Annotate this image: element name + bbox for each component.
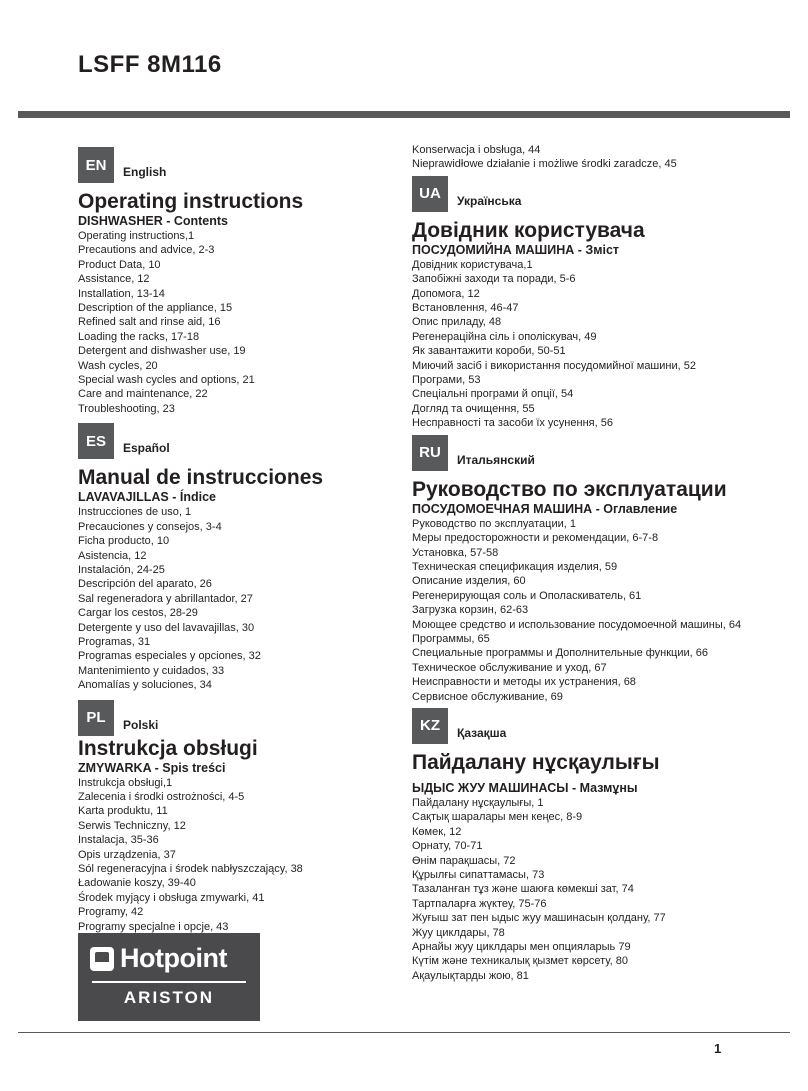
- contents-item: Sal regeneradora y abrillantador, 27: [78, 592, 253, 605]
- contents-item: Ładowanie koszy, 39-40: [78, 877, 196, 890]
- page-number: 1: [714, 1041, 722, 1056]
- contents-list-es: [78, 505, 388, 692]
- section-subtitle-en: DISHWASHER - Contents: [78, 214, 228, 228]
- model-title: LSFF 8M116: [78, 51, 222, 78]
- contents-item: Instrucciones de uso, 1: [78, 506, 192, 519]
- contents-item: Опис приладу, 48: [412, 316, 502, 329]
- contents-item: Меры предосторожности и рекомендации, 6-7-8: [412, 532, 659, 545]
- language-name-pl: Polski: [123, 717, 159, 732]
- contents-item: Description of the appliance, 15: [78, 302, 233, 315]
- hotpoint-ariston-logo: [78, 933, 260, 1021]
- language-header-ua: [412, 172, 804, 212]
- language-badge-en: EN: [78, 147, 114, 183]
- header-divider: [18, 111, 790, 118]
- logo-sub-text: ARISTON: [123, 988, 215, 1007]
- contents-item: Миючий засіб і використання посудомийної машини, 52: [412, 359, 696, 372]
- section-kz: [412, 704, 804, 983]
- contents-item: Programas, 31: [78, 635, 151, 648]
- section-subtitle-es: LAVAVAJILLAS - Índice: [78, 490, 216, 505]
- language-name-kz: Қазақша: [457, 725, 507, 740]
- contents-item: Operating instructions,1: [78, 230, 195, 242]
- contents-item: Sól regeneracyjna i środek nabłyszczający, 38: [78, 863, 303, 875]
- contents-item: Көмек, 12: [412, 825, 462, 838]
- contents-item: Несправності та засоби їх усунення, 56: [412, 417, 613, 430]
- contents-item: Встановлення, 46-47: [412, 302, 519, 315]
- contents-item: Описание изделия, 60: [412, 575, 526, 588]
- section-ru: [412, 431, 804, 704]
- contents-item: Тазаланған тұз және шаюға көмекші зат, 74: [412, 883, 634, 896]
- contents-item: Serwis Techniczny, 12: [78, 819, 186, 832]
- logo-brand-text: Hotpoint: [120, 943, 227, 973]
- section-subtitle-pl: ZMYWARKA - Spis treści: [78, 760, 226, 775]
- contents-list-pl: [78, 776, 388, 934]
- language-name-es: Español: [123, 441, 170, 456]
- contents-item: Detergente y uso del lavavajillas, 30: [78, 621, 255, 634]
- contents-item: Konserwacja i obsługa, 44: [412, 144, 541, 156]
- section-title-es: Manual de instrucciones: [78, 466, 324, 490]
- contents-item: Запобіжні заходи та поради, 5-6: [412, 273, 576, 286]
- contents-item: Precautions and advice, 2-3: [78, 244, 215, 257]
- contents-item: Специальные программы и Дополнительные функции, 66: [412, 647, 708, 660]
- contents-item: Установка, 57-58: [412, 546, 499, 559]
- contents-item: Як завантажити короби, 50-51: [412, 345, 566, 358]
- brand-mark-icon: [90, 947, 114, 971]
- language-badge-ua: UA: [412, 176, 448, 212]
- contents-item: Арнайы жуу циклдары мен опцияларыь 79: [412, 941, 631, 954]
- contents-item: Instalación, 24-25: [78, 563, 165, 576]
- contents-item: Assistance, 12: [78, 273, 150, 286]
- contents-list-pl-continued: [412, 143, 804, 172]
- contents-item: Жуғыш зат пен ыдыс жуу машинасын қолдану, 77: [412, 912, 666, 925]
- contents-item: Ficha producto, 10: [78, 535, 170, 548]
- contents-item: Күтім және техникалық қызмет көрсету, 80: [412, 955, 628, 968]
- section-title-ua: Довідник користувача: [412, 218, 645, 242]
- language-header-kz: [412, 704, 804, 744]
- contents-item: Wash cycles, 20: [78, 359, 158, 372]
- contents-item: Mantenimiento y cuidados, 33: [78, 664, 225, 677]
- contents-item: Instalacja, 35-36: [78, 834, 159, 847]
- contents-item: Programy, 42: [78, 906, 144, 919]
- language-header-ru: [412, 431, 804, 471]
- contents-item: Допомога, 12: [412, 287, 480, 300]
- language-header-pl: [78, 696, 388, 736]
- contents-item: Регенерирующая соль и Ополаскиватель, 61: [412, 589, 642, 602]
- contents-item: Техническая спецификация изделия, 59: [412, 560, 618, 573]
- contents-item: Программы, 65: [412, 632, 490, 645]
- contents-item: Сервисное обслуживание, 69: [412, 690, 563, 703]
- section-ua: [412, 172, 804, 431]
- section-title-pl: Instrukcja obsługi: [78, 736, 258, 760]
- section-en: [78, 143, 388, 416]
- section-title-en: Operating instructions: [78, 190, 304, 213]
- language-name-ru: Итальянский: [457, 452, 535, 467]
- logo-brand-row: [90, 943, 227, 974]
- contents-item: Довідник користувача,1: [412, 258, 533, 271]
- contents-item: Ақаулықтарды жою, 81: [412, 969, 529, 982]
- contents-item: Opis urządzenia, 37: [78, 848, 176, 861]
- contents-item: Special wash cycles and options, 21: [78, 374, 255, 387]
- contents-item: Регенераційна сіль і ополіскувач, 49: [412, 330, 597, 343]
- section-subtitle-ua: ПОСУДОМИЙНА МАШИНА - Зміст: [412, 242, 620, 257]
- footer-divider: [18, 1032, 790, 1033]
- contents-item: Пайдалану нұсқаулығы, 1: [412, 796, 544, 809]
- contents-item: Жуу циклдары, 78: [412, 926, 505, 939]
- contents-item: Руководство по эксплуатации, 1: [412, 517, 576, 530]
- contents-item: Środek myjący i obsługa zmywarki, 41: [78, 891, 265, 904]
- language-header-es: [78, 419, 388, 459]
- contents-item: Тартпаларға жүктеу, 75-76: [412, 897, 547, 910]
- contents-item: Құрылғы сипаттамасы, 73: [412, 869, 545, 881]
- contents-item: Програми, 53: [412, 374, 481, 387]
- contents-item: Programy specjalne i opcje, 43: [78, 920, 229, 933]
- logo-divider: [92, 981, 246, 983]
- section-subtitle-ru: ПОСУДОМОЕЧНАЯ МАШИНА - Оглавление: [412, 501, 678, 516]
- contents-item: Programas especiales y opciones, 32: [78, 650, 261, 663]
- contents-item: Орнату, 70-71: [412, 840, 483, 853]
- contents-item: Detergent and dishwasher use, 19: [78, 345, 246, 358]
- section-title-kz: Пайдалану нұсқаулығы: [412, 750, 660, 774]
- contents-item: Refined salt and rinse aid, 16: [78, 316, 221, 329]
- contents-list-en: [78, 229, 388, 416]
- contents-item: Спеціальні програми й опції, 54: [412, 388, 574, 401]
- contents-item: Installation, 13-14: [78, 287, 165, 300]
- contents-item: Cargar los cestos, 28-29: [78, 607, 198, 620]
- section-es: [78, 419, 388, 692]
- contents-item: Care and maintenance, 22: [78, 388, 208, 401]
- contents-item: Precauciones y consejos, 3-4: [78, 520, 222, 533]
- right-column: [412, 143, 804, 983]
- contents-item: Descripción del aparato, 26: [78, 578, 212, 591]
- language-badge-es: ES: [78, 423, 114, 459]
- contents-item: Troubleshooting, 23: [78, 402, 175, 415]
- language-badge-kz: KZ: [412, 708, 448, 744]
- contents-item: Nieprawidłowe działanie i możliwe środki zaradcze, 45: [412, 158, 677, 171]
- contents-item: Догляд та очищення, 55: [412, 402, 535, 415]
- contents-item: Karta produktu, 11: [78, 805, 168, 818]
- contents-item: Asistencia, 12: [78, 549, 147, 562]
- language-badge-ru: RU: [412, 435, 448, 471]
- contents-item: Моющее средство и использование посудомоечной машины, 64: [412, 618, 742, 631]
- contents-item: Сақтық шаралары мен кеңес, 8-9: [412, 811, 583, 824]
- contents-list-ru: [412, 517, 804, 704]
- contents-list-ua: [412, 258, 804, 431]
- contents-item: Product Data, 10: [78, 258, 161, 271]
- contents-item: Instrukcja obsługi,1: [78, 776, 173, 789]
- contents-item: Өнім парақшасы, 72: [412, 854, 516, 867]
- section-pl: [78, 696, 388, 934]
- language-header-en: [78, 143, 388, 183]
- contents-item: Loading the racks, 17-18: [78, 330, 200, 343]
- contents-item: Zalecenia i środki ostrożności, 4-5: [78, 790, 245, 803]
- contents-item: Неисправности и методы их устранения, 68: [412, 676, 636, 689]
- left-column: [78, 143, 388, 934]
- contents-item: Техническое обслуживание и уход, 67: [412, 661, 607, 674]
- contents-item: Загрузка корзин, 62-63: [412, 604, 529, 617]
- section-title-ru: Руководство по эксплуатации: [412, 477, 727, 501]
- section-subtitle-kz: ЫДЫС ЖУУ МАШИНАСЫ - Мазмұны: [412, 780, 638, 795]
- contents-item: Anomalías y soluciones, 34: [78, 679, 212, 692]
- language-name-ua: Українська: [457, 193, 522, 208]
- language-badge-pl: PL: [78, 700, 114, 736]
- language-name-en: English: [123, 165, 167, 179]
- contents-list-kz: [412, 796, 804, 983]
